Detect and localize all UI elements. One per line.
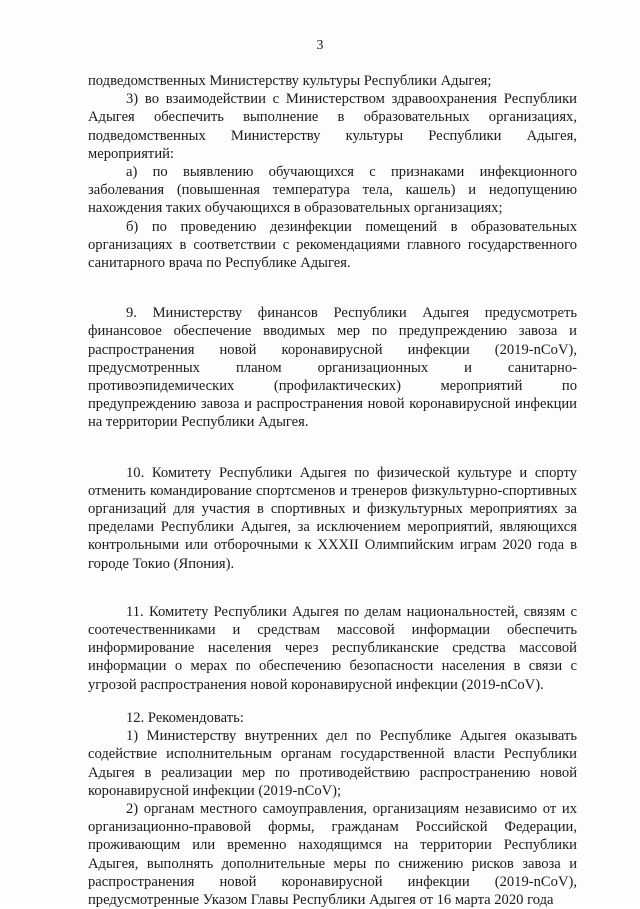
paragraph-clause-10: 10. Комитету Республики Адыгея по физической культуре и спорту отменить командирование спортсменов и тренеров физкультурно-спортивных организаций для участия в спортивных и физкультурных мероприятиях за пределами Республики Адыгея, за исключением мероприятий, являющихся контрольными или отборочными к XXXII Олимпийским играм 2020 года в городе Токио (Япония). [88,464,577,572]
paragraph-gap [88,432,577,464]
paragraph-clause-12-item-2: 2) органам местного самоуправления, организациям независимо от их организационно-правовой формы, гражданам Российской Федерации, проживающим или временно находящимся на территории Республики Адыгея, выполнять дополнительные меры по снижению рисков завоза и распространения новой коронавирусной инфекции (2019-nCoV), предусмотренные Указом Главы Республики Адыгея от 16 марта 2020 года [88,800,577,908]
paragraph-subitem-b: б) по проведению дезинфекции помещений в образовательных организациях в соответствии с рекомендациями главного государственного санитарного врача по Республике Адыгея. [88,218,577,272]
paragraph-clause-9: 9. Министерству финансов Республики Адыгея предусмотреть финансовое обеспечение вводимых мер по предупреждению завоза и распространения новой коронавирусной инфекции (2019-nCoV), предусмотренных планом организационных и санитарно-противоэпидемических (профилактических) мероприятий по предупреждению завоза и распространения новой коронавирусной инфекции на территории Республики Адыгея. [88,305,577,431]
paragraph-clause-11: 11. Комитету Республики Адыгея по делам национальностей, связям с соотечественниками и средствам массовой информации обеспечить информирование населения через республиканские средства массовой информации о мерах по обеспечению безопасности населения в связи с угрозой распространения новой коронавирусной инфекции (2019-nCoV). [88,603,577,693]
paragraph-item-3: 3) во взаимодействии с Министерством здравоохранения Республики Адыгея обеспечить выполнение в образовательных организациях, подведомственных Министерству культуры Республики Адыгея, мероприятий: [88,91,577,162]
paragraph-subitem-a: а) по выявлению обучающихся с признаками инфекционного заболевания (повышенная температура тела, кашель) и недопущению нахождения таких обучающихся в образовательных организациях; [88,164,577,217]
document-body [88,72,577,909]
paragraph-clause-12: 12. Рекомендовать: [126,709,244,726]
paragraph-gap [88,573,577,603]
paragraph-gap [88,272,577,304]
page-number: 3 [316,38,324,53]
paragraph-continuation: подведомственных Министерству культуры Республики Адыгея; [88,73,492,89]
paragraph-gap [88,694,577,709]
paragraph-clause-12-item-1: 1) Министерству внутренних дел по Республике Адыгея оказывать содействие исполнительным органам государственной власти Республики Адыгея в реализации мер по противодействию распространению новой коронавирусной инфекции (2019-nCoV); [88,728,577,799]
